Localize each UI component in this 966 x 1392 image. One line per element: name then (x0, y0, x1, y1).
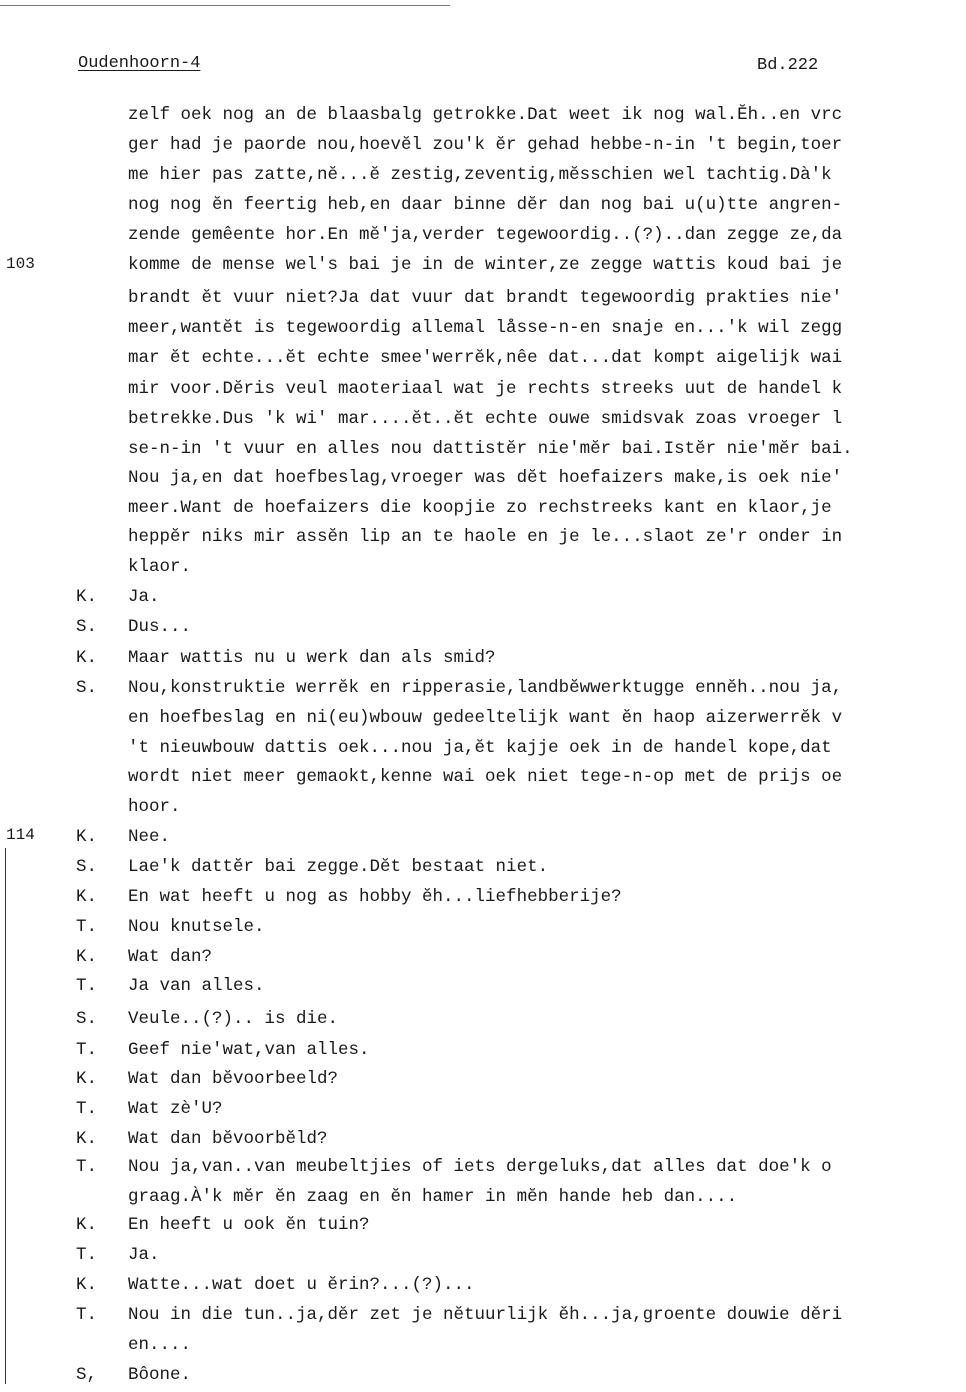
speaker-label: S. (76, 678, 98, 698)
speaker-label: K. (76, 1215, 98, 1235)
line-text: Ja. (128, 1245, 160, 1265)
line-text: Bôone. (128, 1365, 192, 1385)
transcript-line (0, 313, 966, 343)
line-text: Maar wattis nu u werk dan als smid? (128, 648, 496, 668)
transcript-line (0, 1240, 966, 1270)
transcript-line (0, 1004, 966, 1034)
line-text: Nou in die tun..ja,dĕr zet je nĕtuurlijk ĕh...ja,groente douwie dĕri (128, 1305, 843, 1325)
transcript-line (0, 673, 966, 703)
line-text: Ja van alles. (128, 976, 265, 996)
line-text: Dus... (128, 617, 192, 637)
transcript-line (0, 971, 966, 1001)
speaker-label: K. (76, 1069, 98, 1089)
line-text: betrekke.Dus 'k wi' mar....ĕt..ĕt echte ouwe smidsvak zoas vroeger l (128, 409, 843, 429)
transcript-line (0, 160, 966, 190)
line-text: zende gemêente hor.En mĕ'ja,verder tegewoordig..(?)..dan zegge ze,da (128, 225, 843, 245)
line-text: nog nog ĕn feertig heb,en daar binne dĕr dan nog bai u(u)tte angren- (128, 195, 843, 215)
transcript-line (0, 912, 966, 942)
line-text: en hoefbeslag en ni(eu)wbouw gedeeltelijk want ĕn haop aizerwerrĕk v (128, 708, 843, 728)
speaker-label: K. (76, 587, 98, 607)
transcript-line (0, 643, 966, 673)
transcript-line (0, 1035, 966, 1065)
speaker-label: K. (76, 648, 98, 668)
speaker-label: S, (76, 1365, 98, 1385)
line-text: wordt niet meer gemaokt,kenne wai oek niet tege-n-op met de prijs oe (128, 767, 843, 787)
line-text: 't nieuwbouw dattis oek...nou ja,ĕt kajje oek in de handel kope,dat (128, 738, 832, 758)
transcript-line (0, 130, 966, 160)
line-text: heppĕr niks mir assĕn lip an te haole en je le...slaot ze'r onder in (128, 527, 843, 547)
transcript-line (0, 942, 966, 972)
transcript-line (0, 822, 966, 852)
speaker-label: T. (76, 1040, 98, 1060)
margin-number: 114 (6, 826, 35, 844)
line-text: klaor. (128, 557, 192, 577)
transcript-line (0, 250, 966, 280)
line-text: Wat dan bĕvoorbeeld? (128, 1069, 339, 1089)
speaker-label: S. (76, 1009, 98, 1029)
document-title: Oudenhoorn-4 (78, 54, 201, 73)
transcript-line (0, 1152, 966, 1182)
line-text: En wat heeft u nog as hobby ĕh...liefhebberije? (128, 887, 622, 907)
page-reference: Bd.222 (757, 56, 819, 75)
transcript-line (0, 1270, 966, 1300)
speaker-label: K. (76, 887, 98, 907)
transcript-line (0, 852, 966, 882)
line-text: En heeft u ook ĕn tuin? (128, 1215, 370, 1235)
transcript-line (0, 792, 966, 822)
transcript-line (0, 703, 966, 733)
line-text: Wat zè'U? (128, 1099, 223, 1119)
line-text: zelf oek nog an de blaasbalg getrokke.Dat weet ik nog wal.Ĕh..en vrc (128, 105, 843, 125)
line-text: hoor. (128, 797, 181, 817)
speaker-label: T. (76, 1099, 98, 1119)
transcript-line (0, 1064, 966, 1094)
transcript-line (0, 220, 966, 250)
speaker-label: S. (76, 617, 98, 637)
transcript-line (0, 882, 966, 912)
transcript-line (0, 374, 966, 404)
line-text: en.... (128, 1335, 192, 1355)
transcript-line (0, 1330, 966, 1360)
speaker-label: T. (76, 976, 98, 996)
line-text: meer,wantĕt is tegewoordig allemal låsse-n-en snaje en...'k wil zegg (128, 318, 843, 338)
transcript-line (0, 190, 966, 220)
transcript-line (0, 1360, 966, 1390)
line-text: Wat dan bĕvoorbĕld? (128, 1129, 328, 1149)
line-text: Veule..(?).. is die. (128, 1009, 339, 1029)
margin-number: 103 (6, 255, 35, 273)
transcript-line (0, 522, 966, 552)
transcript-line (0, 404, 966, 434)
transcript-line (0, 1124, 966, 1154)
speaker-label: T. (76, 917, 98, 937)
transcript-line (0, 582, 966, 612)
line-text: Nou ja,van..van meubeltjies of iets dergeluks,dat alles dat doe'k o (128, 1157, 832, 1177)
transcript-line (0, 1182, 966, 1212)
line-text: me hier pas zatte,nĕ...ĕ zestig,zeventig,mĕsschien wel tachtig.Dà'k (128, 165, 832, 185)
transcript-line (0, 493, 966, 523)
transcript-line (0, 1300, 966, 1330)
line-text: mir voor.Dĕris veul maoteriaal wat je rechts streeks uut de handel k (128, 379, 843, 399)
transcript-line (0, 612, 966, 642)
transcript-line (0, 343, 966, 373)
speaker-label: K. (76, 947, 98, 967)
line-text: Lae'k dattĕr bai zegge.Dĕt bestaat niet. (128, 857, 549, 877)
transcript-line (0, 762, 966, 792)
transcript-line (0, 1094, 966, 1124)
line-text: Ja. (128, 587, 160, 607)
transcript-line (0, 1210, 966, 1240)
transcript-line (0, 552, 966, 582)
line-text: brandt ĕt vuur niet?Ja dat vuur dat brandt tegewoordig prakties nie' (128, 288, 843, 308)
line-text: Wat dan? (128, 947, 213, 967)
line-text: graag.À'k mĕr ĕn zaag en ĕn hamer in mĕn hande heb dan.... (128, 1187, 738, 1207)
speaker-label: S. (76, 857, 98, 877)
line-text: mar ĕt echte...ĕt echte smee'werrĕk,nêe dat...dat kompt aigelijk wai (128, 348, 843, 368)
line-text: Nou,konstruktie werrĕk en ripperasie,landbĕwwerktugge ennĕh..nou ja, (128, 678, 843, 698)
transcript-line (0, 463, 966, 493)
speaker-label: T. (76, 1245, 98, 1265)
top-rule (0, 5, 450, 6)
speaker-label: K. (76, 827, 98, 847)
line-text: meer.Want de hoefaizers die koopjie zo rechstreeks kant en klaor,je (128, 498, 832, 518)
line-text: se-n-in 't vuur en alles nou dattistĕr nie'mĕr bai.Istĕr nie'mĕr bai. (128, 439, 853, 459)
line-text: Geef nie'wat,van alles. (128, 1040, 370, 1060)
transcript-line (0, 434, 966, 464)
line-text: ger had je paorde nou,hoevĕl zou'k ĕr gehad hebbe-n-in 't begin,toer (128, 135, 843, 155)
line-text: Nou ja,en dat hoefbeslag,vroeger was dĕt hoefaizers make,is oek nie' (128, 468, 843, 488)
speaker-label: K. (76, 1275, 98, 1295)
speaker-label: K. (76, 1129, 98, 1149)
speaker-label: T. (76, 1157, 98, 1177)
line-text: Nou knutsele. (128, 917, 265, 937)
line-text: Watte...wat doet u ĕrin?...(?)... (128, 1275, 475, 1295)
transcript-line (0, 733, 966, 763)
line-text: komme de mense wel's bai je in de winter,ze zegge wattis koud bai je (128, 255, 843, 275)
transcript-line (0, 283, 966, 313)
speaker-label: T. (76, 1305, 98, 1325)
transcript-line (0, 100, 966, 130)
line-text: Nee. (128, 827, 171, 847)
